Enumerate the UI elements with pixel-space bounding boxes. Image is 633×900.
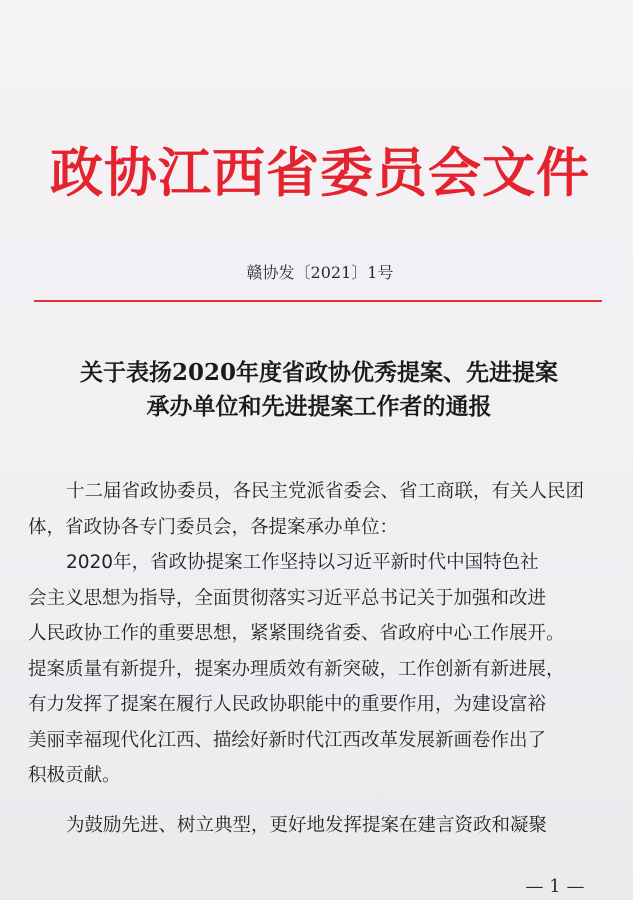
text-line: 美丽幸福现代化江西、描绘好新时代江西改革发展新画卷作出了 xyxy=(28,729,547,751)
red-divider-line xyxy=(34,300,602,302)
text-line: 积极贡献。 xyxy=(28,765,121,786)
addressee-paragraph xyxy=(28,474,618,545)
page-number: — 1 — xyxy=(525,876,585,897)
text-line: 有力发挥了提案在履行人民政协职能中的重要作用，为建设富裕 xyxy=(28,694,547,715)
text-line: 为鼓励先进、树立典型，更好地发挥提案在建言资政和凝聚 xyxy=(66,814,548,836)
text-line: 提案质量有新提升，提案办理质效有新突破，工作创新有新进展， xyxy=(28,658,565,680)
notice-title-line: 关于表扬2020年度省政协优秀提案、先进提案 xyxy=(79,359,558,386)
text-line: 体，省政协各专门委员会，各提案承办单位： xyxy=(28,516,399,538)
body-paragraph-2 xyxy=(28,808,618,844)
notice-body xyxy=(28,474,618,843)
text-line: 会主义思想为指导，全面贯彻落实习近平总书记关于加强和改进 xyxy=(28,587,547,609)
notice-title xyxy=(30,356,608,424)
body-paragraph-1 xyxy=(28,545,618,794)
text-line: 十二届省政协委员，各民主党派省委会、省工商联，有关人民团 xyxy=(66,481,585,502)
text-line: 人民政协工作的重要思想，紧紧围绕省委、省政府中心工作展开。 xyxy=(28,623,565,644)
text-line: 2020年，省政协提案工作坚持以习近平新时代中国特色社 xyxy=(66,552,539,573)
notice-title-line: 承办单位和先进提案工作者的通报 xyxy=(146,393,492,420)
document-header-title: 政协江西省委员会文件 xyxy=(50,142,590,204)
document-number: 赣协发〔2021〕1号 xyxy=(246,263,394,282)
